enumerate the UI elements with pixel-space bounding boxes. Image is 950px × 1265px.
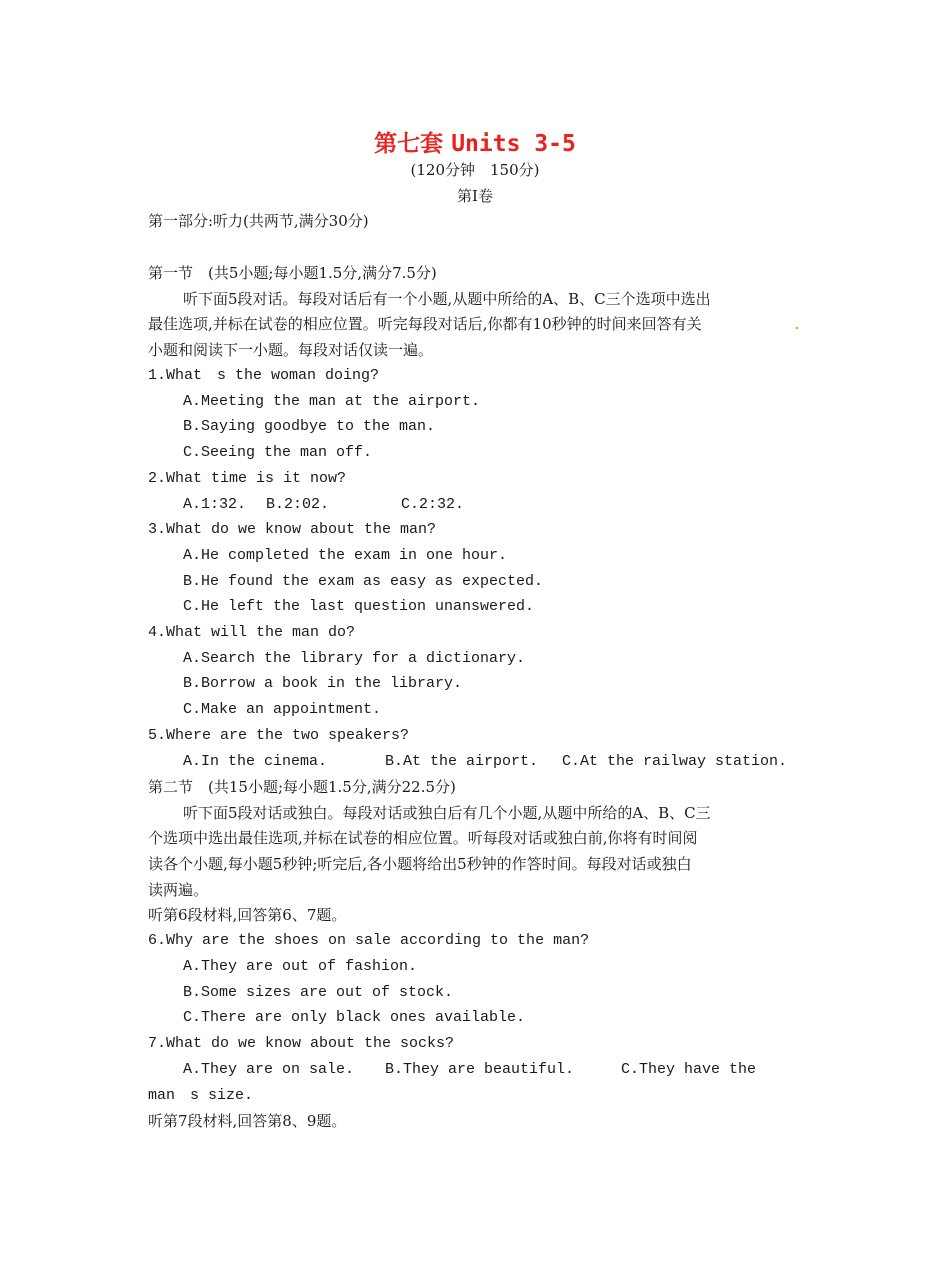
material-6-note: 听第6段材料,回答第6、7题。 xyxy=(148,906,347,924)
q1-option-a: A.Meeting the man at the airport. xyxy=(183,393,481,410)
q1-option-c: C.Seeing the man off. xyxy=(183,444,373,461)
q3-text: 3.What do we know about the man? xyxy=(148,521,437,538)
q4-option-a: A.Search the library for a dictionary. xyxy=(183,650,526,667)
section1-instr-3: 小题和阅读下一小题。每段对话仅读一遍。 xyxy=(148,341,434,359)
volume-label: 第Ⅰ卷 xyxy=(457,187,493,205)
q1-text: 1.What s the woman doing? xyxy=(148,367,380,384)
section1-instr-2: 最佳选项,并标在试卷的相应位置。听完每段对话后,你都有10秒钟的时间来回答有关 xyxy=(148,315,702,333)
q2-text: 2.What time is it now? xyxy=(148,470,347,487)
q7-option-a: A.They are on sale. xyxy=(183,1061,355,1078)
q4-option-b: B.Borrow a book in the library. xyxy=(183,675,463,692)
q6-option-c: C.There are only black ones available. xyxy=(183,1009,526,1026)
section2-instr-3: 读各个小题,每小题5秒钟;听完后,各小题将给出5秒钟的作答时间。每段对话或独白 xyxy=(148,855,692,873)
page-title xyxy=(0,128,950,160)
q2-option-b: B.2:02. xyxy=(266,496,330,513)
stray-mark xyxy=(796,327,798,329)
q5-option-a: A.In the cinema. xyxy=(183,753,328,770)
section2-instr-4: 读两遍。 xyxy=(148,881,209,899)
q7-text: 7.What do we know about the socks? xyxy=(148,1035,455,1052)
q5-option-b: B.At the airport. xyxy=(385,753,539,770)
q2-option-c: C.2:32. xyxy=(401,496,465,513)
title-cn: 第七套 xyxy=(374,130,444,157)
q4-option-c: C.Make an appointment. xyxy=(183,701,382,718)
q6-option-b: B.Some sizes are out of stock. xyxy=(183,984,454,1001)
part1-heading: 第一部分:听力(共两节,满分30分) xyxy=(148,212,369,230)
time-score: (120分钟 150分) xyxy=(410,161,540,179)
q1-option-b: B.Saying goodbye to the man. xyxy=(183,418,436,435)
q7-option-c-continued: man s size. xyxy=(148,1087,254,1104)
q4-text: 4.What will the man do? xyxy=(148,624,356,641)
q7-option-b: B.They are beautiful. xyxy=(385,1061,575,1078)
material-7-note: 听第7段材料,回答第8、9题。 xyxy=(148,1112,347,1130)
q6-option-a: A.They are out of fashion. xyxy=(183,958,418,975)
q3-option-b: B.He found the exam as easy as expected. xyxy=(183,573,544,590)
q2-option-a: A.1:32. xyxy=(183,496,247,513)
section2-instr-1: 听下面5段对话或独白。每段对话或独白后有几个小题,从题中所给的A、B、C三 xyxy=(183,804,711,822)
q3-option-a: A.He completed the exam in one hour. xyxy=(183,547,508,564)
title-en: Units 3-5 xyxy=(451,131,576,157)
section1-instr-1: 听下面5段对话。每段对话后有一个小题,从题中所给的A、B、C三个选项中选出 xyxy=(183,290,711,308)
q3-option-c: C.He left the last question unanswered. xyxy=(183,598,535,615)
q5-option-c: C.At the railway station. xyxy=(562,753,788,770)
section2-instr-2: 个选项中选出最佳选项,并标在试卷的相应位置。听每段对话或独白前,你将有时间阅 xyxy=(148,829,698,847)
section2-heading: 第二节 (共15小题;每小题1.5分,满分22.5分) xyxy=(148,778,456,796)
q5-text: 5.Where are the two speakers? xyxy=(148,727,410,744)
q7-option-c: C.They have the xyxy=(621,1061,757,1078)
q6-text: 6.Why are the shoes on sale according to the man? xyxy=(148,932,590,949)
section1-heading: 第一节 (共5小题;每小题1.5分,满分7.5分) xyxy=(148,264,437,282)
